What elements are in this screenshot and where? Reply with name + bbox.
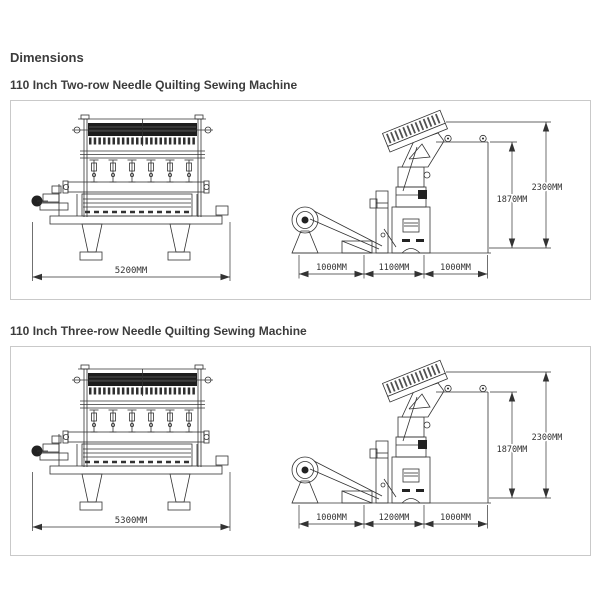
side-bottom-label-left: 1000MM (316, 263, 347, 273)
side-view-drawing-two-row (284, 107, 584, 291)
drawing-panel-two-row (10, 100, 591, 300)
side-inner-height-label: 1870MM (496, 445, 528, 455)
side-bottom-label-left: 1000MM (316, 513, 347, 523)
section-heading-two-row: 110 Inch Two-row Needle Quilting Sewing Machine (10, 78, 298, 92)
front-width-label: 5300MM (114, 516, 148, 526)
page-title: Dimensions (10, 50, 84, 65)
front-view-drawing-three-row (30, 360, 242, 544)
section-heading-three-row: 110 Inch Three-row Needle Quilting Sewing Machine (10, 324, 307, 338)
side-total-height-label: 2300MM (531, 433, 563, 443)
side-total-height-label: 2300MM (531, 183, 563, 193)
drawing-panel-three-row (10, 346, 591, 556)
section-three-row (10, 324, 591, 556)
side-bottom-label-right: 1000MM (440, 263, 471, 273)
side-bottom-label-middle: 1100MM (378, 263, 410, 273)
side-bottom-label-middle: 1200MM (378, 513, 410, 523)
section-two-row (10, 78, 591, 300)
front-width-label: 5200MM (114, 266, 148, 276)
side-inner-height-label: 1870MM (496, 195, 528, 205)
side-view-drawing-three-row (284, 357, 584, 541)
side-bottom-label-right: 1000MM (440, 513, 471, 523)
front-view-drawing-two-row (30, 110, 242, 294)
